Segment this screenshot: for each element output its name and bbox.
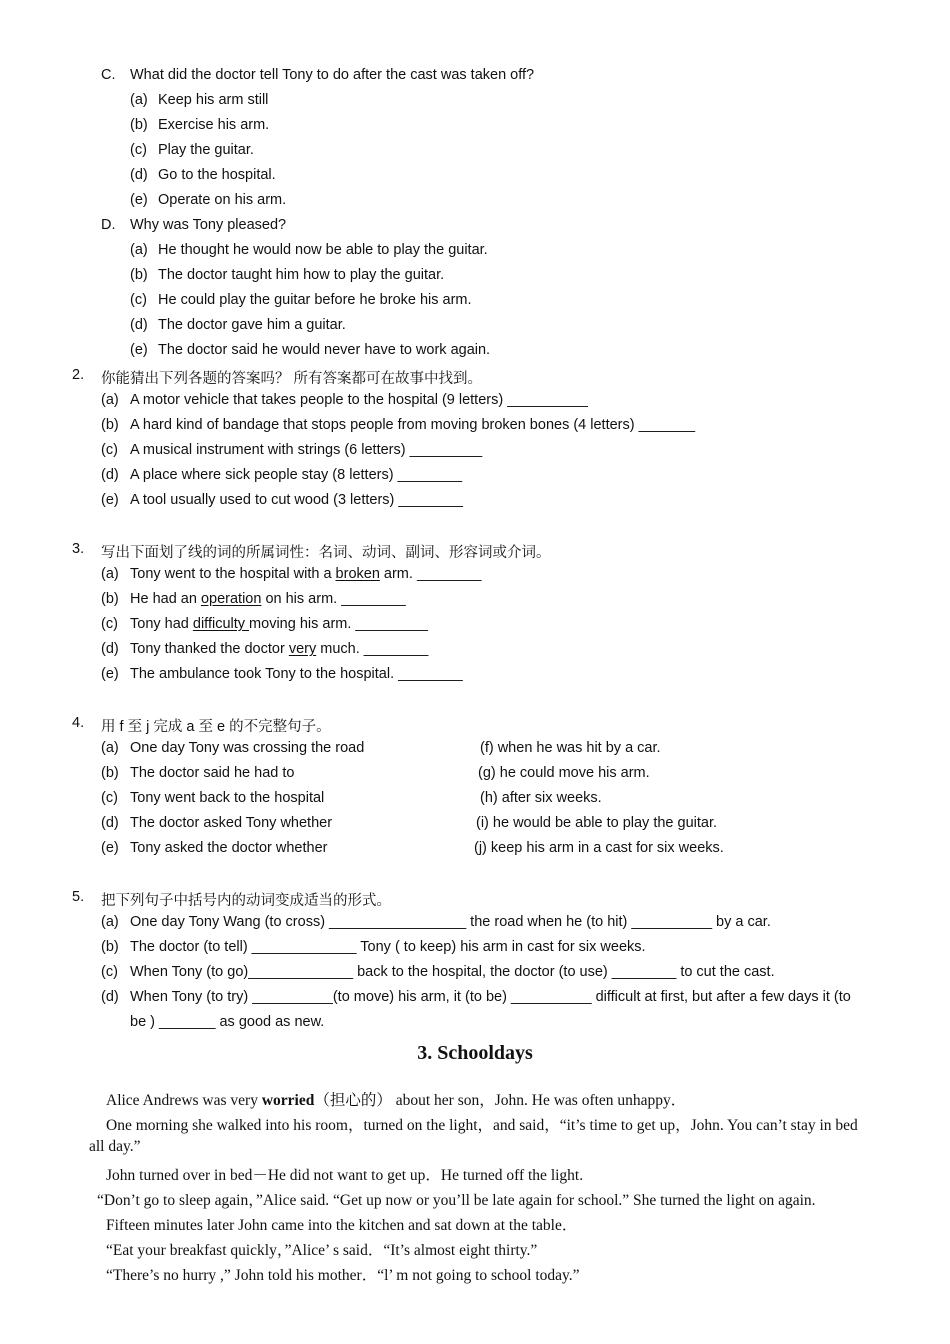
item-text: A hard kind of bandage that stops people from moving broken bones (4 letters) _______ bbox=[130, 417, 696, 433]
item-text: When Tony (to go)_____________ back to the hospital, the doctor (to use) ________ to cut the cast. bbox=[130, 964, 775, 980]
item-text bbox=[130, 616, 428, 632]
text-before: The ambulance took Tony to the hospital. ________ bbox=[130, 666, 463, 682]
underlined-word: broken bbox=[335, 566, 380, 582]
item-text: be ) _______ as good as new. bbox=[130, 1014, 325, 1030]
match-option: (i) he would be able to play the guitar. bbox=[476, 815, 718, 831]
text-after: moving his arm. _________ bbox=[249, 616, 428, 632]
match-option: (h) after six weeks. bbox=[480, 790, 602, 806]
story-text: （担心的） about her son，John. He was often unhappy． bbox=[314, 1092, 687, 1109]
item-text bbox=[130, 666, 463, 682]
option-label: (b) bbox=[130, 267, 148, 283]
option-label: (a) bbox=[130, 242, 148, 258]
text-after: much. ________ bbox=[316, 641, 429, 657]
text-before: Tony thanked the doctor bbox=[130, 641, 289, 657]
text-before: Tony went to the hospital with a bbox=[130, 566, 336, 582]
item-label: (c) bbox=[101, 616, 118, 632]
option-text: Keep his arm still bbox=[158, 92, 269, 108]
story-text: Alice Andrews was very bbox=[106, 1092, 262, 1109]
item-text: When Tony (to try) __________(to move) his arm, it (to be) __________ difficult at first, but after a few days it (to bbox=[130, 989, 851, 1005]
item-text: A place where sick people stay (8 letters) ________ bbox=[130, 467, 463, 483]
item-label: (d) bbox=[101, 467, 119, 483]
item-text: A tool usually used to cut wood (3 letters) ________ bbox=[130, 492, 463, 508]
story-paragraph: Fifteen minutes later John came into the kitchen and sat down at the table． bbox=[106, 1217, 578, 1234]
question-text: Why was Tony pleased? bbox=[130, 217, 287, 233]
text-before: He had an bbox=[130, 591, 201, 607]
option-label: (e) bbox=[130, 192, 148, 208]
text-after: arm. ________ bbox=[379, 566, 482, 582]
item-label: (e) bbox=[101, 840, 119, 856]
item-label: (c) bbox=[101, 442, 118, 458]
story-paragraph bbox=[106, 1088, 686, 1110]
item-text: Tony went back to the hospital bbox=[130, 790, 325, 806]
bold-word: worried bbox=[261, 1092, 315, 1109]
option-text: Play the guitar. bbox=[158, 142, 254, 158]
option-label: (a) bbox=[130, 92, 148, 108]
match-option: (g) he could move his arm. bbox=[478, 765, 650, 781]
match-option: (f) when he was hit by a car. bbox=[480, 740, 661, 756]
story-paragraph: John turned over in bed－He did not want to get up．He turned off the light. bbox=[106, 1167, 584, 1184]
option-label: (d) bbox=[130, 167, 148, 183]
text-after: on his arm. ________ bbox=[261, 591, 406, 607]
option-text: Operate on his arm. bbox=[158, 192, 287, 208]
text-before: Tony had bbox=[130, 616, 193, 632]
item-label: (e) bbox=[101, 492, 119, 508]
item-text: Tony asked the doctor whether bbox=[130, 840, 328, 856]
option-text: He could play the guitar before he broke his arm. bbox=[158, 292, 472, 308]
section-number: 3. bbox=[72, 541, 85, 557]
item-label: (a) bbox=[101, 914, 119, 930]
section-number: 4. bbox=[72, 715, 85, 731]
item-label: (d) bbox=[101, 641, 119, 657]
story-paragraph-continuation: all day.” bbox=[89, 1138, 141, 1155]
match-option: (j) keep his arm in a cast for six weeks. bbox=[474, 840, 724, 856]
option-label: (b) bbox=[130, 117, 148, 133]
item-text: The doctor said he had to bbox=[130, 765, 295, 781]
item-label: (b) bbox=[101, 591, 119, 607]
option-text: The doctor said he would never have to work again. bbox=[158, 342, 491, 358]
item-text: One day Tony was crossing the road bbox=[130, 740, 365, 756]
option-label: (c) bbox=[130, 142, 147, 158]
option-text: Go to the hospital. bbox=[158, 167, 276, 183]
option-text: The doctor gave him a guitar. bbox=[158, 317, 346, 333]
item-label: (b) bbox=[101, 765, 119, 781]
question-text: What did the doctor tell Tony to do after the cast was taken off? bbox=[130, 67, 535, 83]
underlined-word: very bbox=[288, 641, 317, 657]
question-label: D. bbox=[101, 217, 116, 233]
item-label: (a) bbox=[101, 566, 119, 582]
section-instruction: 把下列句子中括号内的动词变成适当的形式。 bbox=[101, 893, 391, 909]
story-paragraph: “Don’t go to sleep again，”Alice said. “Get up now or you’ll be late again for school.” She turned the light on again. bbox=[97, 1192, 816, 1209]
section-instruction: 你能猜出下列各题的答案吗？ 所有答案都可在故事中找到。 bbox=[101, 371, 483, 387]
item-label: (a) bbox=[101, 392, 119, 408]
underlined-word: operation bbox=[200, 591, 262, 607]
story-paragraph: One morning she walked into his room，turned on the light，and said，“it’s time to get up，John. You can’t stay in bed bbox=[106, 1117, 858, 1134]
item-label: (d) bbox=[101, 989, 119, 1005]
item-label: (b) bbox=[101, 417, 119, 433]
section-number: 2. bbox=[72, 367, 85, 383]
option-label: (e) bbox=[130, 342, 148, 358]
item-text: One day Tony Wang (to cross) _________________ the road when he (to hit) __________ by a car. bbox=[130, 914, 771, 930]
item-label: (c) bbox=[101, 964, 118, 980]
item-label: (d) bbox=[101, 815, 119, 831]
item-text bbox=[130, 591, 406, 607]
item-text: The doctor asked Tony whether bbox=[130, 815, 333, 831]
item-label: (a) bbox=[101, 740, 119, 756]
item-text: A motor vehicle that takes people to the hospital (9 letters) __________ bbox=[130, 392, 588, 408]
item-label: (c) bbox=[101, 790, 118, 806]
section-number: 5. bbox=[72, 889, 85, 905]
option-label: (c) bbox=[130, 292, 147, 308]
item-label: (b) bbox=[101, 939, 119, 955]
option-text: Exercise his arm. bbox=[158, 117, 270, 133]
item-text: The doctor (to tell) _____________ Tony ( to keep) his arm in cast for six weeks. bbox=[130, 939, 646, 955]
item-label: (e) bbox=[101, 666, 119, 682]
story-paragraph: “There’s no hurry ,” John told his mother．“l’ m not going to school today.” bbox=[106, 1267, 580, 1284]
option-text: The doctor taught him how to play the guitar. bbox=[158, 267, 445, 283]
section-instruction: 用 f 至 j 完成 a 至 e 的不完整句子。 bbox=[101, 719, 331, 735]
underlined-word: difficulty bbox=[192, 616, 250, 632]
story-title: 3. Schooldays bbox=[417, 1042, 533, 1064]
item-text: A musical instrument with strings (6 letters) _________ bbox=[130, 442, 483, 458]
item-text bbox=[130, 566, 481, 582]
story-paragraph: “Eat your breakfast quickly，”Alice’ s said．“It’s almost eight thirty.” bbox=[106, 1242, 538, 1259]
item-text bbox=[130, 641, 428, 657]
section-instruction: 写出下面划了线的词的所属词性：名词、动词、副词、形容词或介词。 bbox=[101, 545, 551, 561]
question-label: C. bbox=[101, 67, 116, 83]
option-label: (d) bbox=[130, 317, 148, 333]
option-text: He thought he would now be able to play the guitar. bbox=[158, 242, 488, 258]
